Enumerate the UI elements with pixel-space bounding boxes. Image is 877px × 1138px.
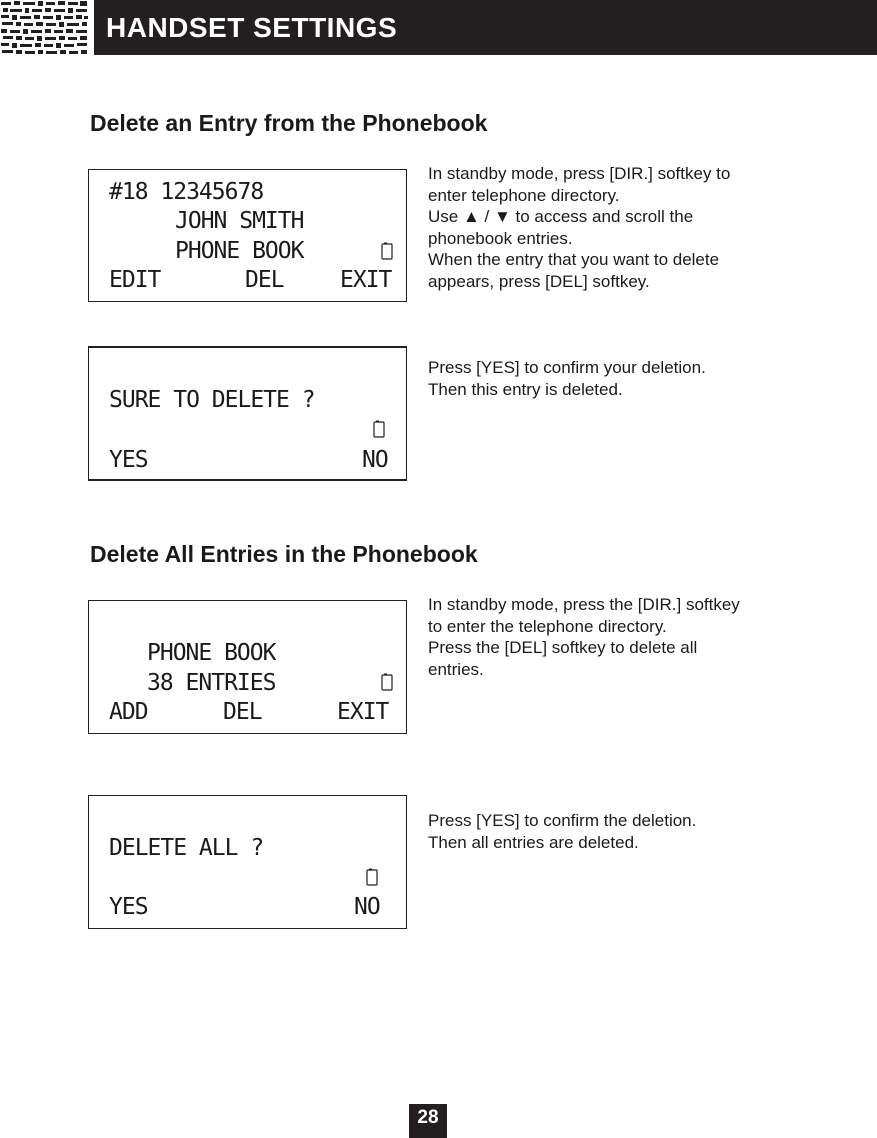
instruction-line: In standby mode, press the [DIR.] softkey: [428, 595, 740, 614]
softkey-add: ADD: [109, 699, 148, 725]
maze-pattern-logo: [0, 0, 89, 55]
instructions-confirm: [428, 357, 788, 400]
lcd-screen-phonebook: [88, 600, 407, 734]
instruction-line: entries.: [428, 659, 484, 679]
lcd-line-delete-all: DELETE ALL ?: [109, 835, 264, 861]
lcd-screen-entry: [88, 169, 407, 302]
softkey-yes: YES: [109, 894, 148, 920]
softkey-exit: EXIT: [337, 699, 389, 725]
lcd-line-confirm: SURE TO DELETE ?: [109, 387, 315, 413]
instruction-line: appears, press [DEL] softkey.: [428, 271, 650, 291]
lcd-line-phonebook: PHONE BOOK: [175, 238, 304, 264]
instruction-line: Then this entry is deleted.: [428, 379, 623, 399]
softkey-exit: EXIT: [340, 267, 392, 293]
lcd-line-entry-number: #18 12345678: [109, 179, 264, 205]
instruction-line: enter telephone directory.: [428, 185, 620, 205]
handset-icon: [381, 242, 393, 260]
instruction-line: Use ▲ / ▼ to access and scroll the: [428, 207, 694, 226]
lcd-screen-delete-all: [88, 795, 407, 929]
instructions-confirm-all: [428, 810, 788, 853]
instruction-line: Then all entries are deleted.: [428, 832, 639, 852]
instruction-line: In standby mode, press [DIR.] softkey to: [428, 164, 731, 183]
header-bar: [94, 0, 877, 55]
handset-icon: [381, 673, 393, 691]
lcd-line-entries: 38 ENTRIES: [147, 670, 276, 696]
instructions-delete-all: [428, 594, 788, 680]
softkey-no: NO: [362, 447, 388, 473]
instruction-line: Press [YES] to confirm the deletion.: [428, 811, 697, 830]
instruction-line: Press the [DEL] softkey to delete all: [428, 638, 698, 657]
softkey-no: NO: [354, 894, 380, 920]
softkey-del: DEL: [245, 267, 284, 293]
page-number: 28: [409, 1104, 447, 1138]
lcd-line-phonebook: PHONE BOOK: [147, 640, 276, 666]
instruction-line: phonebook entries.: [428, 228, 573, 248]
section-heading-delete-entry: Delete an Entry from the Phonebook: [90, 110, 488, 136]
instruction-line: Press [YES] to confirm your deletion.: [428, 358, 706, 377]
instruction-line: When the entry that you want to delete: [428, 250, 720, 269]
softkey-del: DEL: [223, 699, 262, 725]
softkey-edit: EDIT: [109, 267, 161, 293]
handset-icon: [366, 868, 378, 886]
handset-icon: [373, 420, 385, 438]
section-heading-delete-all: Delete All Entries in the Phonebook: [90, 541, 478, 567]
lcd-line-name: JOHN SMITH: [175, 208, 304, 234]
instructions-entry: [428, 163, 788, 292]
softkey-yes: YES: [109, 447, 148, 473]
lcd-screen-confirm-delete: [88, 346, 407, 481]
instruction-line: to enter the telephone directory.: [428, 616, 667, 636]
page-title: HANDSET SETTINGS: [106, 12, 398, 43]
